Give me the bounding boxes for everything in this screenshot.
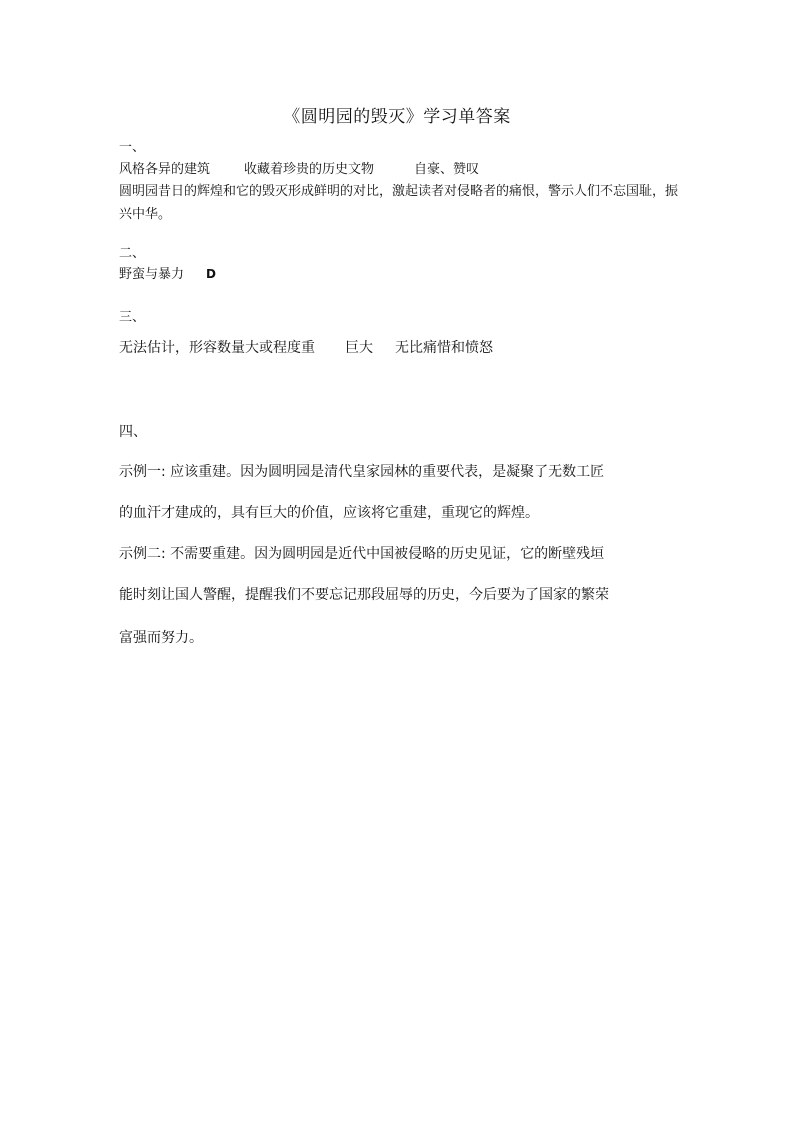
section-3-answer-1: 无法估计，形容数量大或程度重 <box>119 340 315 356</box>
section-1-answer-2: 收藏着珍贵的历史文物 <box>244 162 375 177</box>
section-3-answers <box>119 338 689 358</box>
section-3-answer-2: 巨大 <box>345 340 373 356</box>
section-1-paragraph: 圆明园昔日的辉煌和它的毁灭形成鲜明的对比，激起读者对侵略者的痛恨，警示人们不忘国耻，振兴中华。 <box>119 184 679 222</box>
page-title: 《圆明园的毁灭》学习单答案 <box>283 107 511 127</box>
section-4-line-1: 示例一: 应该重建。因为圆明园是清代皇家园林的重要代表，是凝聚了无数工匠 <box>119 464 605 480</box>
section-3-heading: 三、 <box>119 310 146 325</box>
section-4-line-2: 的血汗才建成的，具有巨大的价值，应该将它重建，重现它的辉煌。 <box>119 505 539 521</box>
section-2-answers <box>119 264 689 285</box>
section-1-answer-3: 自豪、赞叹 <box>414 162 480 177</box>
section-4-line-4: 能时刻让国人警醒，提醒我们不要忘记那段屈辱的历史，今后要为了国家的繁荣 <box>119 587 609 603</box>
section-4-heading: 四、 <box>119 424 147 440</box>
section-1-answers <box>119 160 689 180</box>
section-3-answer-3: 无比痛惜和愤怒 <box>395 340 493 356</box>
section-4-line-5: 富强而努力。 <box>119 630 203 646</box>
section-4-line-3: 示例二: 不需要重建。因为圆明园是近代中国被侵略的历史见证，它的断壁残垣 <box>119 546 605 562</box>
section-2-answer-choice: D <box>206 267 216 281</box>
section-1-heading: 一、 <box>119 140 146 155</box>
section-2-heading: 二、 <box>119 246 146 261</box>
section-2-answer-text: 野蛮与暴力 <box>119 267 185 282</box>
section-1-answer-1: 风格各异的建筑 <box>119 162 211 177</box>
